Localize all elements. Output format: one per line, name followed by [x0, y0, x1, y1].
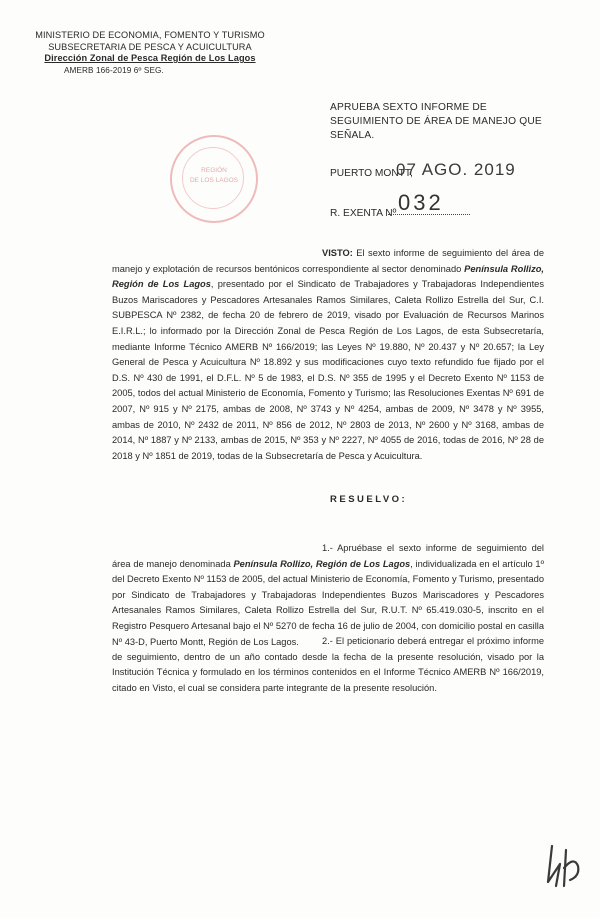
ministry-name: MINISTERIO DE ECONOMIA, FOMENTO Y TURISMO — [35, 30, 265, 40]
resolution-article-2 — [112, 634, 544, 696]
seal-text-lagos: DE LOS LAGOS — [189, 177, 239, 184]
place: PUERTO MONTT, — [330, 168, 413, 179]
seal-text-region: REGIÓN — [201, 167, 227, 174]
direccion-zonal: Dirección Zonal de Pesca Región de Los Lagos — [44, 53, 256, 63]
article-1-text-1: 1.- Apruébase el sexto informe de seguimiento del área de manejo denominada — [112, 543, 544, 569]
subsecretaria-name: SUBSECRETARIA DE PESCA Y ACUICULTURA — [48, 41, 252, 52]
number-underline — [388, 214, 470, 215]
visto-text-1: El sexto informe de seguimiento del área de manejo y explotación de recursos bentónicos correspondiente al sector denominado — [112, 248, 544, 274]
amerb-reference: AMERB 166-2019 6º SEG. — [64, 65, 164, 75]
article-1-text-2: , individualizada en el artículo 1º del Decreto Exento Nº 1153 de 2005, del actual Ministerio de Economía, Fomento y Turismo, presentado por Sindicato de Trabajadores y Trabajadoras Independientes Buzos Mariscadores y Pescadores Artesanales Ramos Similares, Caleta Rollizo Estrella del Sur, R.U.T. Nº 65.419.030-5, inscrito en el Registro Pesquero Artesanal bajo el Nº 5270 de fecha 16 de julio de 2004, con domicilio postal en casilla Nº 43-D, Puerto Montt, Región de Los Lagos. — [112, 558, 544, 647]
visto-lead: VISTO: — [322, 248, 353, 258]
date-stamp: 07 AGO. 2019 — [396, 160, 516, 179]
visto-text-2: , presentado por el Sindicato de Trabajadores y Trabajadoras Independientes Buzos Mariscadores y Pescadores Artesanales Ramos Similares, Caleta Rollizo Estrella del Sur, C.I. SUBPESCA Nº 2382, de fecha 20 de febrero de 2019, visado por Evaluación de Recursos Marinos E.I.R.L.; lo informado por la Dirección Zonal de Pesca Región de Los Lagos, de esta Subsecretaría, mediante Informe Técnico AMERB Nº 166/2019; las Leyes Nº 19.880, Nº 20.437 y Nº 20.657; la Ley General de Pesca y Acuicultura Nº 18.892 y sus modificaciones cuyo texto refundido fue fijado por el D.S. Nº 430 de 1991, el D.F.L. Nº 5 de 1983, el D.S. Nº 355 de 1995 y el Decreto Exento Nº 1153 de 2005, todos del actual Ministerio de Economía, Fomento y Turismo; las Resoluciones Exentas Nº 691 de 2007, Nº 915 y Nº 2175, ambas de 2008, Nº 3743 y Nº 4254, ambas de 2009, Nº 3478 y Nº 3955, ambas de 2010, Nº 2432 de 2011, Nº 856 de 2012, Nº 2803 de 2013, Nº 2600 y Nº 3168, ambas de 2014, Nº 1887 y Nº 2133, ambas de 2015, Nº 353 y Nº 2227, Nº 4055 de 2016, todas de 2016, Nº 28 de 2018 y Nº 1851 de 2019, todas de la Subsecretaría de Pesca y Acuicultura. — [112, 279, 545, 461]
article-1-area-name: Península Rollizo, Región de Los Lagos — [233, 558, 411, 569]
resolution-subject: APRUEBA SEXTO INFORME DE SEGUIMIENTO DE ÁREA DE MANEJO QUE SEÑALA. — [330, 102, 542, 141]
visto-paragraph — [112, 246, 544, 464]
article-2-text: 2.- El peticionario deberá entregar el próximo informe de seguimiento, dentro de un año contado desde la fecha de la presente resolución, visado por la Institución Técnica y formulado en los términos contenidos en el Informe Técnico AMERB Nº 166/2019, citado en Visto, el cual se considera parte integrante de la presente resolución. — [112, 636, 544, 693]
visto-area-name: Península Rollizo, Región de Los Lagos — [112, 263, 544, 290]
exenta-number: 032 — [398, 190, 444, 215]
handwritten-initials — [544, 842, 584, 890]
letterhead — [30, 30, 270, 76]
official-seal — [170, 135, 258, 223]
resuelvo-heading: RESUELVO: — [330, 494, 408, 505]
exenta-label: R. EXENTA Nº — [330, 208, 397, 219]
